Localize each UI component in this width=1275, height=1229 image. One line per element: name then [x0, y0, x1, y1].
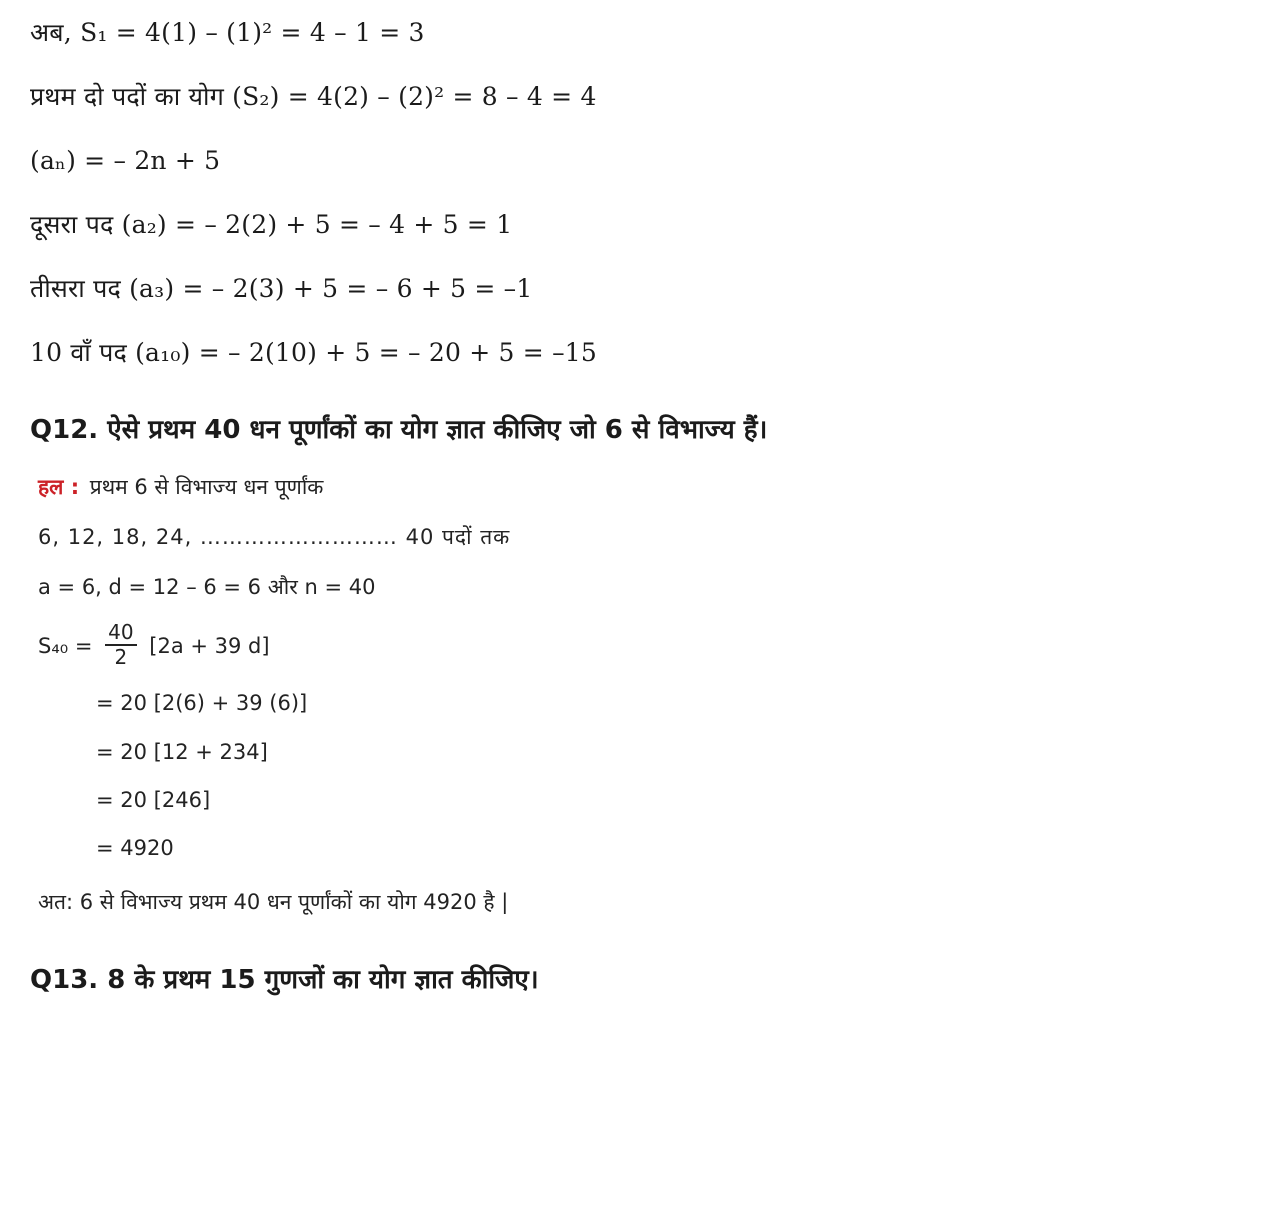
fraction [105, 622, 136, 668]
question-12-solution [30, 474, 1245, 916]
formula-rhs: [2a + 39 d] [149, 634, 270, 659]
question-12-text: ऐसे प्रथम 40 धन पूर्णांकों का योग ज्ञात कीजिए जो 6 से विभाज्य हैं। [107, 415, 768, 445]
solution-step: = 4920 [96, 836, 174, 861]
question-12-heading [30, 412, 930, 450]
solution-intro [38, 474, 1245, 500]
solution-formula [38, 620, 1245, 670]
math-line: 10 वाँ पद (a₁₀) = – 2(10) + 5 = – 20 + 5 = –15 [30, 338, 598, 367]
question-13-label: Q13. [30, 964, 99, 995]
math-line: दूसरा पद (a₂) = – 2(2) + 5 = – 4 + 5 = 1 [30, 210, 513, 239]
solution-step: = 20 [2(6) + 39 (6)] [96, 691, 308, 716]
fraction-numerator: 40 [105, 622, 136, 646]
solution-step: = 20 [12 + 234] [96, 739, 268, 764]
hal-label: हल : [38, 474, 80, 499]
math-line: अब, S₁ = 4(1) – (1)² = 4 – 1 = 3 [30, 18, 425, 47]
math-line: प्रथम दो पदों का योग (S₂) = 4(2) – (2)² = 8 – 4 = 4 [30, 82, 597, 111]
question-13-text: 8 के प्रथम 15 गुणजों का योग ज्ञात कीजिए। [107, 964, 539, 995]
solution-given: a = 6, d = 12 – 6 = 6 और n = 40 [38, 575, 376, 600]
solution-conclusion: अत: 6 से विभाज्य प्रथम 40 धन पूर्णांकों का योग 4920 है | [38, 890, 509, 915]
formula-lhs: S₄₀ = [38, 634, 93, 659]
solution-series: 6, 12, 18, 24, ……………………… 40 पदों तक [38, 524, 511, 549]
fraction-denominator: 2 [114, 645, 128, 670]
math-line: (aₙ) = – 2n + 5 [30, 146, 221, 175]
solution-step: = 20 [246] [96, 787, 211, 812]
question-12-label: Q12. [30, 415, 99, 445]
hal-text: प्रथम 6 से विभाज्य धन पूर्णांक [89, 474, 324, 499]
question-13-heading [30, 962, 930, 1000]
math-line: तीसरा पद (a₃) = – 2(3) + 5 = – 6 + 5 = –1 [30, 274, 533, 303]
